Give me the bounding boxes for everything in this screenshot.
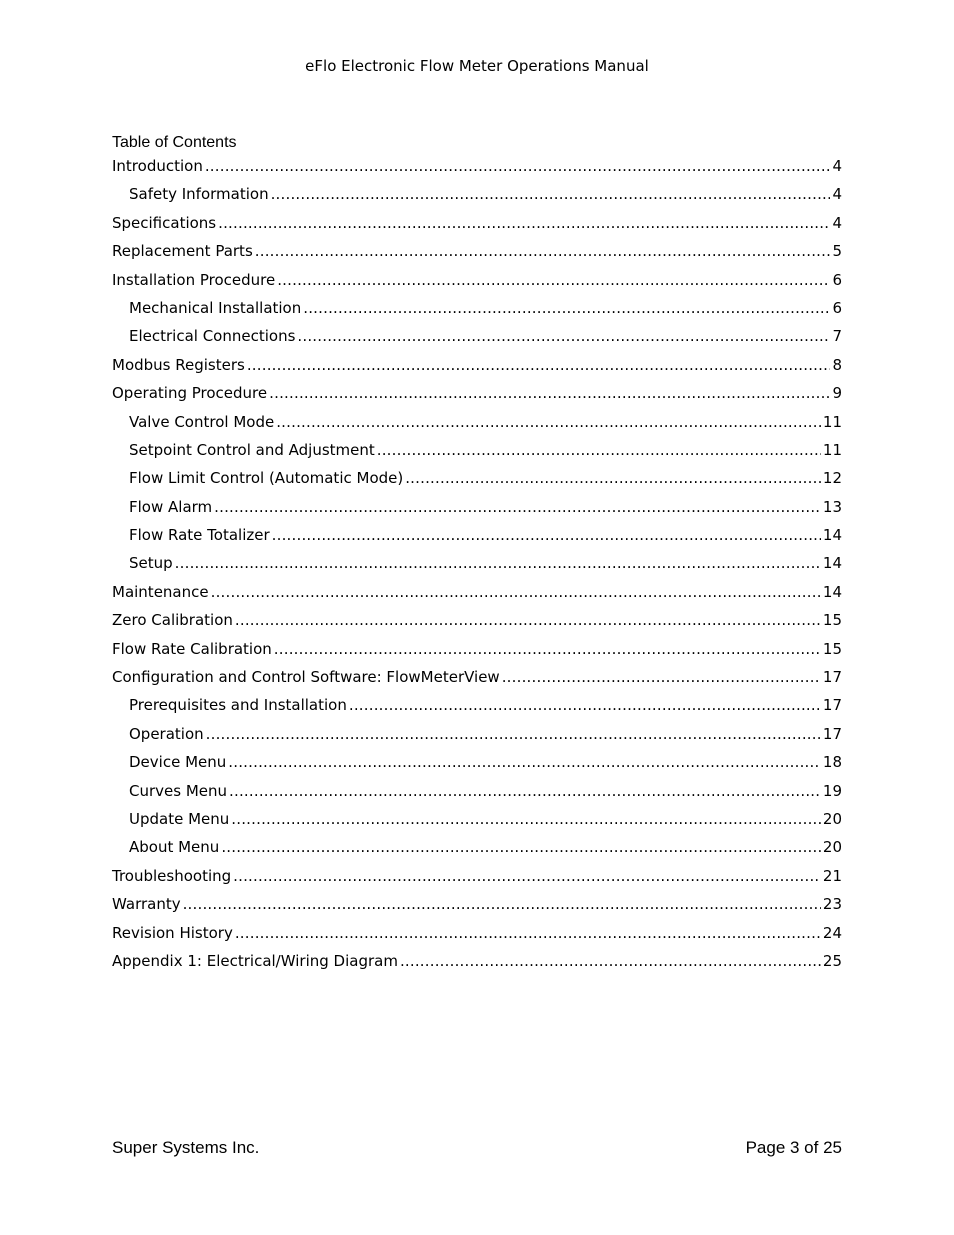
toc-entry[interactable]	[112, 155, 842, 183]
toc-entry-page: 17	[822, 696, 842, 715]
toc-entry-label: Mechanical Installation	[129, 298, 302, 317]
toc-entry[interactable]	[112, 496, 842, 524]
toc-entry-page: 4	[832, 185, 842, 204]
footer-company: Super Systems Inc.	[112, 1138, 260, 1157]
toc-entry-label: Flow Rate Calibration	[112, 639, 272, 658]
toc-dot-leader	[235, 922, 821, 944]
toc-dot-leader	[297, 325, 830, 347]
toc-entry-label: Update Menu	[129, 809, 230, 828]
toc-entry-page: 15	[822, 639, 842, 658]
toc-entry[interactable]	[112, 723, 842, 751]
toc-entry[interactable]	[112, 354, 842, 382]
toc-entry-page: 5	[832, 242, 842, 261]
toc-entry-label: Prerequisites and Installation	[129, 696, 347, 715]
toc-dot-leader	[271, 183, 831, 205]
toc-entry[interactable]	[112, 524, 842, 552]
toc-entry-page: 12	[822, 469, 842, 488]
toc-dot-leader	[349, 694, 821, 716]
toc-dot-leader	[255, 240, 831, 262]
toc-dot-leader	[269, 382, 830, 404]
toc-entry-label: Operation	[129, 724, 204, 743]
toc-entry-page: 6	[832, 270, 842, 289]
toc-entry-page: 14	[822, 582, 842, 601]
toc-entry-label: Introduction	[112, 157, 203, 175]
toc-entry-label: Setpoint Control and Adjustment	[129, 440, 375, 459]
toc-entry-page: 23	[822, 895, 842, 914]
toc-entry-label: Device Menu	[129, 753, 227, 772]
toc-entry[interactable]	[112, 836, 842, 864]
toc-entry[interactable]	[112, 922, 842, 950]
toc-dot-leader	[214, 496, 821, 518]
toc-entry-label: Maintenance	[112, 582, 209, 601]
toc-entry-page: 14	[822, 526, 842, 545]
toc-dot-leader	[247, 354, 831, 376]
toc-dot-leader	[277, 269, 830, 291]
toc-entry[interactable]	[112, 297, 842, 325]
toc-entry-page: 19	[822, 781, 842, 800]
toc-dot-leader	[205, 155, 831, 177]
document-header-title: eFlo Electronic Flow Meter Operations Manual	[305, 57, 649, 75]
toc-entry-page: 9	[832, 384, 842, 403]
toc-dot-leader	[206, 723, 821, 745]
toc-entry-label: Specifications	[112, 213, 217, 232]
toc-dot-leader	[274, 638, 821, 660]
toc-entry-page: 24	[822, 923, 842, 942]
toc-entry-label: Operating Procedure	[112, 384, 268, 403]
toc-dot-leader	[233, 865, 821, 887]
toc-entry-page: 14	[822, 554, 842, 573]
toc-entry[interactable]	[112, 751, 842, 779]
toc-entry-label: Curves Menu	[129, 781, 228, 800]
toc-entry[interactable]	[112, 552, 842, 580]
toc-dot-leader	[231, 808, 821, 830]
toc-entry-page: 11	[822, 440, 842, 459]
toc-entry-page: 18	[822, 753, 842, 772]
toc-entry-label: Safety Information	[129, 185, 269, 204]
toc-entry-page: 4	[832, 213, 842, 232]
toc-dot-leader	[303, 297, 830, 319]
toc-dot-leader	[211, 581, 821, 603]
toc-entry-page: 17	[822, 724, 842, 743]
toc-entry-label: Flow Limit Control (Automatic Mode)	[129, 469, 404, 488]
toc-entry[interactable]	[112, 411, 842, 439]
toc-entry[interactable]	[112, 694, 842, 722]
toc-entry-page: 4	[832, 157, 842, 175]
toc-entry-label: Flow Rate Totalizer	[129, 526, 270, 545]
footer-page-number: Page 3 of 25	[745, 1138, 842, 1157]
toc-entry[interactable]	[112, 780, 842, 808]
toc-entry[interactable]	[112, 382, 842, 410]
toc-dot-leader	[276, 411, 821, 433]
toc-entry-label: Zero Calibration	[112, 611, 233, 630]
toc-entry-page: 25	[822, 951, 842, 970]
toc-dot-leader	[502, 666, 821, 688]
table-of-contents	[112, 133, 842, 978]
toc-dot-leader	[228, 751, 821, 773]
toc-entry-label: Setup	[129, 554, 173, 573]
toc-entry[interactable]	[112, 183, 842, 211]
toc-entry-page: 21	[822, 866, 842, 885]
toc-entry-label: Revision History	[112, 923, 233, 942]
toc-dot-leader	[235, 609, 821, 631]
toc-entry-page: 20	[822, 838, 842, 857]
toc-entry[interactable]	[112, 950, 842, 978]
toc-entry-label: About Menu	[129, 838, 220, 857]
toc-entry[interactable]	[112, 439, 842, 467]
toc-entry[interactable]	[112, 581, 842, 609]
toc-dot-leader	[400, 950, 821, 972]
toc-entry-label: Replacement Parts	[112, 242, 253, 261]
toc-entry-page: 17	[822, 668, 842, 687]
toc-entry-page: 8	[832, 355, 842, 374]
toc-entry-label: Installation Procedure	[112, 270, 276, 289]
toc-entry[interactable]	[112, 240, 842, 268]
toc-entry-page: 20	[822, 809, 842, 828]
toc-entry-label: Modbus Registers	[112, 355, 245, 374]
toc-entry-page: 15	[822, 611, 842, 630]
toc-entry[interactable]	[112, 269, 842, 297]
toc-entry-label: Appendix 1: Electrical/Wiring Diagram	[112, 951, 398, 970]
toc-list	[112, 155, 842, 978]
toc-entry[interactable]	[112, 865, 842, 893]
toc-entry-page: 11	[822, 412, 842, 431]
toc-entry[interactable]	[112, 467, 842, 495]
toc-heading: Table of Contents	[112, 134, 237, 151]
toc-dot-leader	[229, 780, 821, 802]
toc-entry[interactable]	[112, 808, 842, 836]
toc-dot-leader	[405, 467, 821, 489]
toc-entry[interactable]	[112, 893, 842, 921]
toc-dot-leader	[183, 893, 821, 915]
toc-entry[interactable]	[112, 325, 842, 353]
toc-entry-label: Flow Alarm	[129, 497, 213, 516]
toc-entry[interactable]	[112, 638, 842, 666]
toc-dot-leader	[221, 836, 821, 858]
toc-dot-leader	[175, 552, 821, 574]
toc-entry-page: 7	[832, 327, 842, 346]
page-footer	[112, 1137, 842, 1159]
toc-entry-page: 6	[832, 298, 842, 317]
toc-entry-label: Troubleshooting	[112, 866, 232, 885]
toc-dot-leader	[272, 524, 821, 546]
toc-dot-leader	[218, 212, 830, 234]
toc-entry[interactable]	[112, 212, 842, 240]
toc-entry-label: Valve Control Mode	[129, 412, 275, 431]
toc-dot-leader	[377, 439, 821, 461]
toc-entry-label: Electrical Connections	[129, 327, 296, 346]
toc-entry[interactable]	[112, 666, 842, 694]
toc-entry-label: Warranty	[112, 895, 181, 914]
toc-entry-page: 13	[822, 497, 842, 516]
toc-entry-label: Configuration and Control Software: FlowMeterView	[112, 668, 500, 687]
toc-entry[interactable]	[112, 609, 842, 637]
